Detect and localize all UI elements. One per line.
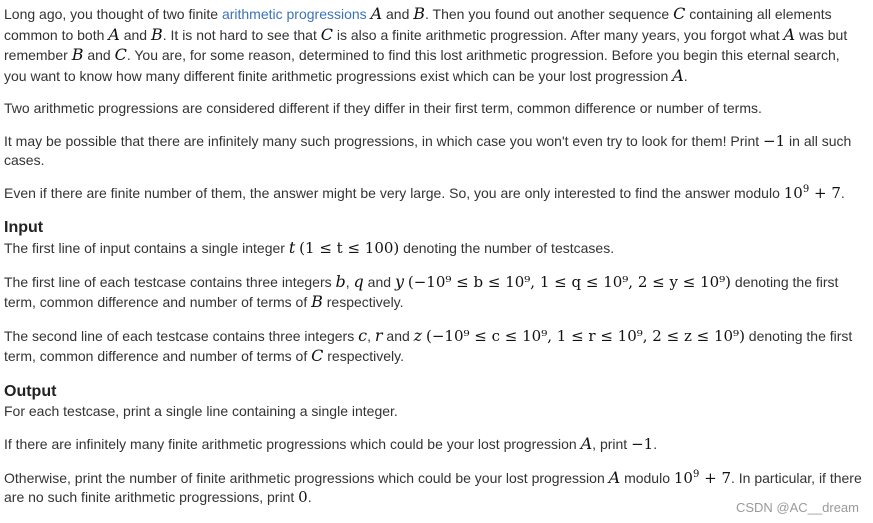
text: containing all elements common to both xyxy=(4,6,832,43)
text: . xyxy=(840,184,845,201)
text: in all such cases. xyxy=(4,132,852,168)
text: If there are infinitely many finite arithmetic progressions which could be your lost progression xyxy=(4,436,581,452)
math-A: A xyxy=(672,65,684,85)
text: . xyxy=(307,489,312,505)
math-minus-one: −1 xyxy=(631,435,654,453)
text: and xyxy=(382,327,414,344)
math-r: r xyxy=(374,325,383,345)
math-minus-one: −1 xyxy=(763,131,786,150)
math-modulus xyxy=(784,184,841,202)
mod-plus: + 7 xyxy=(699,468,732,487)
intro-paragraph-2: Two arithmetic progressions are considered different if they differ in their first term, common difference or number of terms. xyxy=(4,100,762,116)
text: . Then you found out another sequence xyxy=(425,6,674,22)
text: denoting the first term, common difference and number of terms of xyxy=(4,327,853,364)
text: is also a finite arithmetic progression. After many years, you forgot what xyxy=(332,26,784,43)
mod-base: 10 xyxy=(783,183,803,202)
text: and xyxy=(119,26,151,43)
input-line-2 xyxy=(4,272,866,313)
problem-statement xyxy=(4,4,866,508)
math-y: y xyxy=(394,271,404,291)
input-line-3 xyxy=(4,326,866,367)
text: The first line of each testcase contains three integers xyxy=(4,273,336,290)
math-C: C xyxy=(311,346,324,365)
text: . In particular, if there are no such finite arithmetic progressions, print xyxy=(4,469,862,505)
text: denoting the number of testcases. xyxy=(399,240,615,256)
mod-exponent: 9 xyxy=(692,468,700,480)
output-line-2 xyxy=(4,434,866,455)
text: denoting the first term, common difference and number of terms of xyxy=(4,273,839,310)
math-b: b xyxy=(335,271,346,291)
arithmetic-progressions-link[interactable]: arithmetic progressions xyxy=(221,6,367,22)
math-q: q xyxy=(353,271,364,291)
text: was but remember xyxy=(4,26,848,63)
math-A: A xyxy=(580,434,593,453)
text: , print xyxy=(592,436,632,452)
text: respectively. xyxy=(322,294,404,310)
math-t-range: (1 ≤ t ≤ 100) xyxy=(299,239,400,257)
input-heading: Input xyxy=(4,219,44,236)
mod-base: 10 xyxy=(673,468,693,487)
math-C: C xyxy=(114,45,127,64)
math-B: B xyxy=(413,4,426,23)
text: modulo xyxy=(620,469,674,486)
text: respectively. xyxy=(323,348,405,364)
text: and xyxy=(382,6,414,22)
math-modulus xyxy=(674,469,731,487)
intro-paragraph-4 xyxy=(4,184,866,204)
text: Otherwise, print the number of finite arithmetic progressions which could be your lost progression xyxy=(4,469,609,486)
text: Long ago, you thought of two finite xyxy=(4,6,222,22)
math-C: C xyxy=(673,4,686,23)
intro-paragraph-1 xyxy=(4,4,866,86)
output-line-1: For each testcase, print a single line containing a single integer. xyxy=(4,402,398,419)
text: . You are, for some reason, determined to find this lost arithmetic progression. Before you begin this eternal search, you want to know how many different finite arithmetic progressions exist which can be your lost progression xyxy=(4,47,840,84)
math-B: B xyxy=(71,45,84,64)
mod-plus: + 7 xyxy=(809,183,841,202)
math-z: z xyxy=(413,325,423,345)
math-zero: 0 xyxy=(298,488,308,506)
math-t: t xyxy=(288,238,296,257)
math-B: B xyxy=(311,292,323,311)
math-bqy-range: (−10⁹ ≤ b ≤ 10⁹, 1 ≤ q ≤ 10⁹, 2 ≤ y ≤ 10⁹) xyxy=(407,272,732,291)
math-A: A xyxy=(108,24,120,44)
mod-exponent: 9 xyxy=(802,183,810,195)
text: The second line of each testcase contains three integers xyxy=(4,327,359,344)
input-line-1 xyxy=(4,238,866,259)
text: . xyxy=(653,436,658,452)
comma: , xyxy=(367,327,375,344)
math-c: c xyxy=(358,325,368,345)
math-C: C xyxy=(320,24,333,44)
math-crz-range: (−10⁹ ≤ c ≤ 10⁹, 1 ≤ r ≤ 10⁹, 2 ≤ z ≤ 10⁹) xyxy=(425,326,745,345)
text: . It is not hard to see that xyxy=(162,26,321,43)
math-A: A xyxy=(370,4,383,23)
math-A: A xyxy=(608,467,621,487)
text: . xyxy=(683,67,688,84)
comma: , xyxy=(345,273,354,290)
math-B: B xyxy=(150,24,163,44)
text: The first line of input contains a single integer xyxy=(4,240,289,256)
output-heading: Output xyxy=(4,382,57,400)
text: and xyxy=(363,273,395,290)
text: It may be possible that there are infinitely many such progressions, in which case you won't even try to look for them! Print xyxy=(4,132,764,149)
intro-paragraph-3 xyxy=(4,132,866,171)
text: Even if there are finite number of them, the answer might be very large. So, you are only interested to find the answer modulo xyxy=(4,184,784,201)
csdn-watermark: CSDN @AC__dream xyxy=(735,500,859,515)
math-A: A xyxy=(783,24,796,44)
text: and xyxy=(83,47,115,63)
